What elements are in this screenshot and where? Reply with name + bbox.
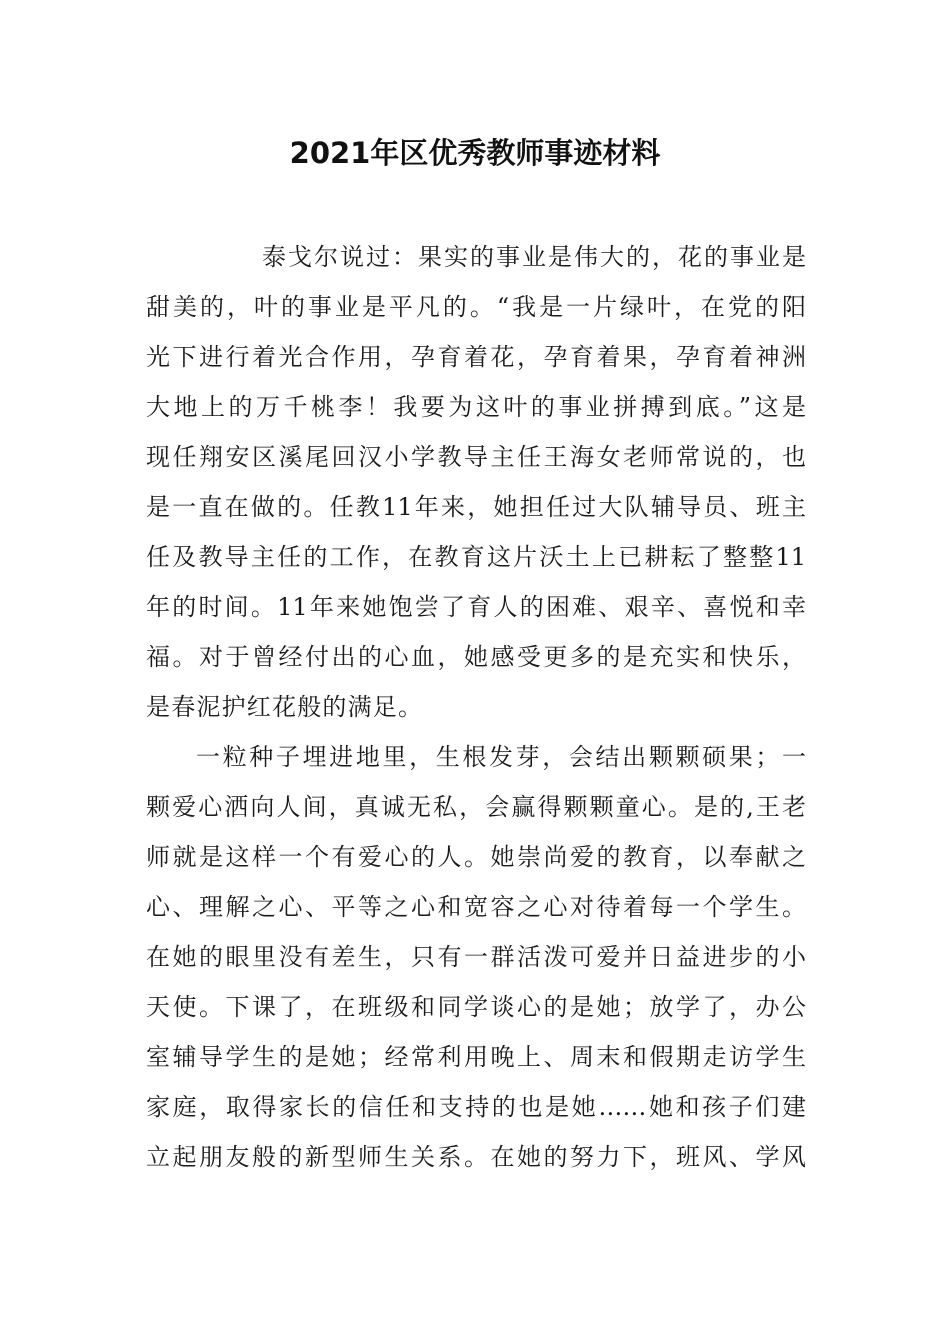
paragraph-1-line-9: 福。对于曾经付出的心血，她感受更多的是充实和快乐， (146, 643, 806, 671)
paragraph-2-line-1: 一粒种子埋进地里，生根发芽，会结出颗颗硕果；一 (196, 743, 806, 771)
paragraph-1-line-8: 年的时间。11年来她饱尝了育人的困难、艰辛、喜悦和幸 (146, 593, 806, 621)
document-title: 2021年区优秀教师事迹材料 (289, 136, 661, 170)
paragraph-2-line-8: 家庭，取得家长的信任和支持的也是她……她和孩子们建 (146, 1093, 806, 1121)
paragraph-2-line-5: 在她的眼里没有差生，只有一群活泼可爱并日益进步的小 (146, 943, 806, 971)
paragraph-2-line-2: 颗爱心洒向人间，真诚无私，会赢得颗颗童心。是的,王老 (146, 793, 806, 821)
paragraph-2-line-9: 立起朋友般的新型师生关系。在她的努力下，班风、学风 (146, 1143, 806, 1171)
paragraph-1-line-4: 大地上的万千桃李！我要为这叶的事业拼搏到底。”这是 (146, 393, 806, 421)
paragraph-1-line-5: 现任翔安区溪尾回汉小学教导主任王海女老师常说的，也 (146, 443, 806, 471)
paragraph-1-line-7: 任及教导主任的工作，在教育这片沃土上已耕耘了整整11 (146, 543, 806, 571)
paragraph-1-line-1: 泰戈尔说过：果实的事业是伟大的，花的事业是 (262, 243, 806, 271)
paragraph-1-line-2: 甜美的，叶的事业是平凡的。“我是一片绿叶，在党的阳 (146, 293, 806, 321)
paragraph-2-line-6: 天使。下课了，在班级和同学谈心的是她；放学了，办公 (146, 993, 806, 1021)
paragraph-2-line-7: 室辅导学生的是她；经常利用晚上、周末和假期走访学生 (146, 1043, 806, 1071)
paragraph-2-line-4: 心、理解之心、平等之心和宽容之心对待着每一个学生。 (146, 893, 806, 921)
paragraph-1-line-10: 是春泥护红花般的满足。 (146, 693, 424, 721)
paragraph-1-line-3: 光下进行着光合作用，孕育着花，孕育着果，孕育着神洲 (146, 343, 806, 371)
paragraph-2-line-3: 师就是这样一个有爱心的人。她崇尚爱的教育，以奉献之 (146, 843, 806, 871)
paragraph-1-line-6: 是一直在做的。任教11年来，她担任过大队辅导员、班主 (146, 493, 806, 521)
